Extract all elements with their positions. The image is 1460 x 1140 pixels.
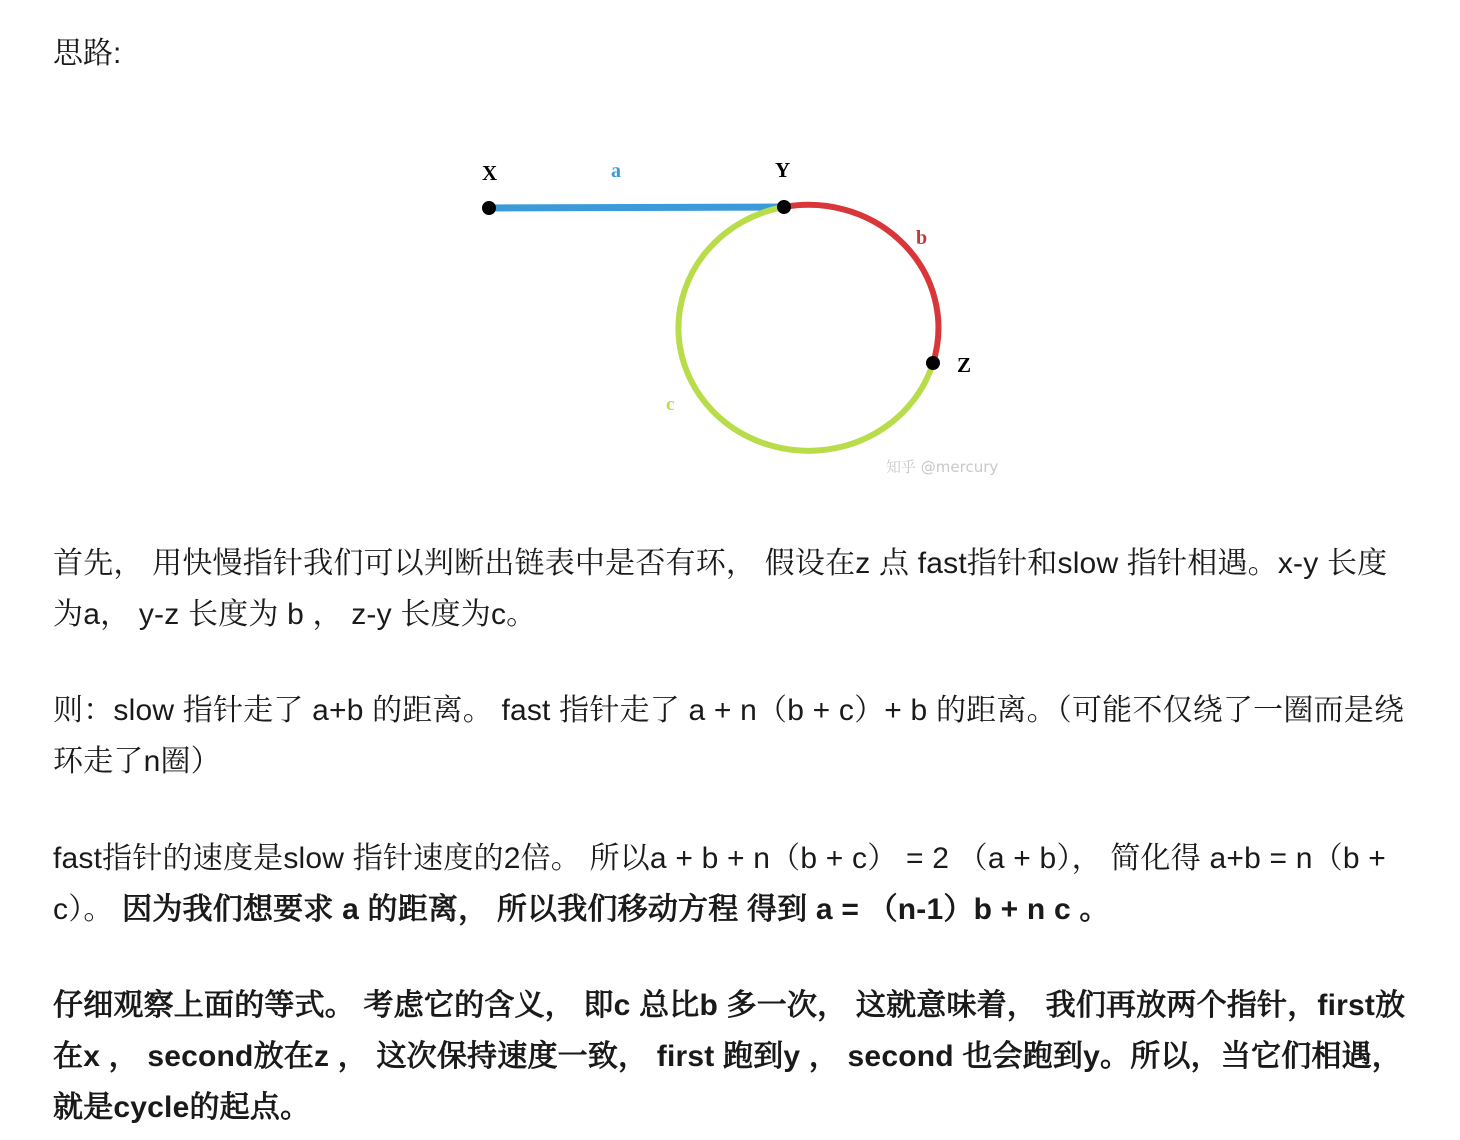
- paragraph-intro: 首先， 用快慢指针我们可以判断出链表中是否有环， 假设在z 点 fast指针和slow 指针相遇。x-y 长度为a， y-z 长度为 b ， z-y 长度为c。: [53, 547, 1388, 631]
- label-z: Z: [957, 353, 972, 377]
- equation-conclusion: 因为我们想要求 a 的距离， 所以我们移动方程 得到 a = （n-1）b + n c 。: [113, 893, 1110, 926]
- paragraph-equation: [53, 833, 1415, 935]
- label-y: Y: [775, 158, 791, 182]
- arc-c: [678, 207, 933, 451]
- segment-a: [489, 207, 784, 208]
- section-heading: 思路:: [53, 37, 122, 70]
- linked-list-cycle-diagram: [440, 140, 1040, 500]
- paragraph-conclusion: 仔细观察上面的等式。 考虑它的含义， 即c 总比b 多一次， 这就意味着， 我们再放两个指针，first放在x ， second放在z ， 这次保持速度一致， first 跑到y ， second 也会跑到y。所以，当它们相遇，就是cycle的起点。: [53, 989, 1406, 1124]
- diagram-svg: [440, 140, 1040, 500]
- label-x: X: [482, 161, 498, 185]
- node-x: [482, 201, 496, 215]
- label-c: c: [666, 394, 675, 415]
- node-z: [926, 356, 940, 370]
- watermark: 知乎 @mercury: [886, 458, 999, 476]
- label-a: a: [611, 160, 621, 182]
- paragraph-distance: 则：slow 指针走了 a+b 的距离。 fast 指针走了 a + n（b + c）+ b 的距离。（可能不仅绕了一圈而是绕环走了n圈）: [53, 694, 1405, 778]
- node-y: [777, 200, 791, 214]
- equation-text: fast指针的速度是slow 指针速度的2倍。 所以a + b + n（b + c） = 2 （a + b）， 简化得 a+b = n（b + c）。: [53, 842, 1386, 926]
- label-b: b: [916, 227, 928, 249]
